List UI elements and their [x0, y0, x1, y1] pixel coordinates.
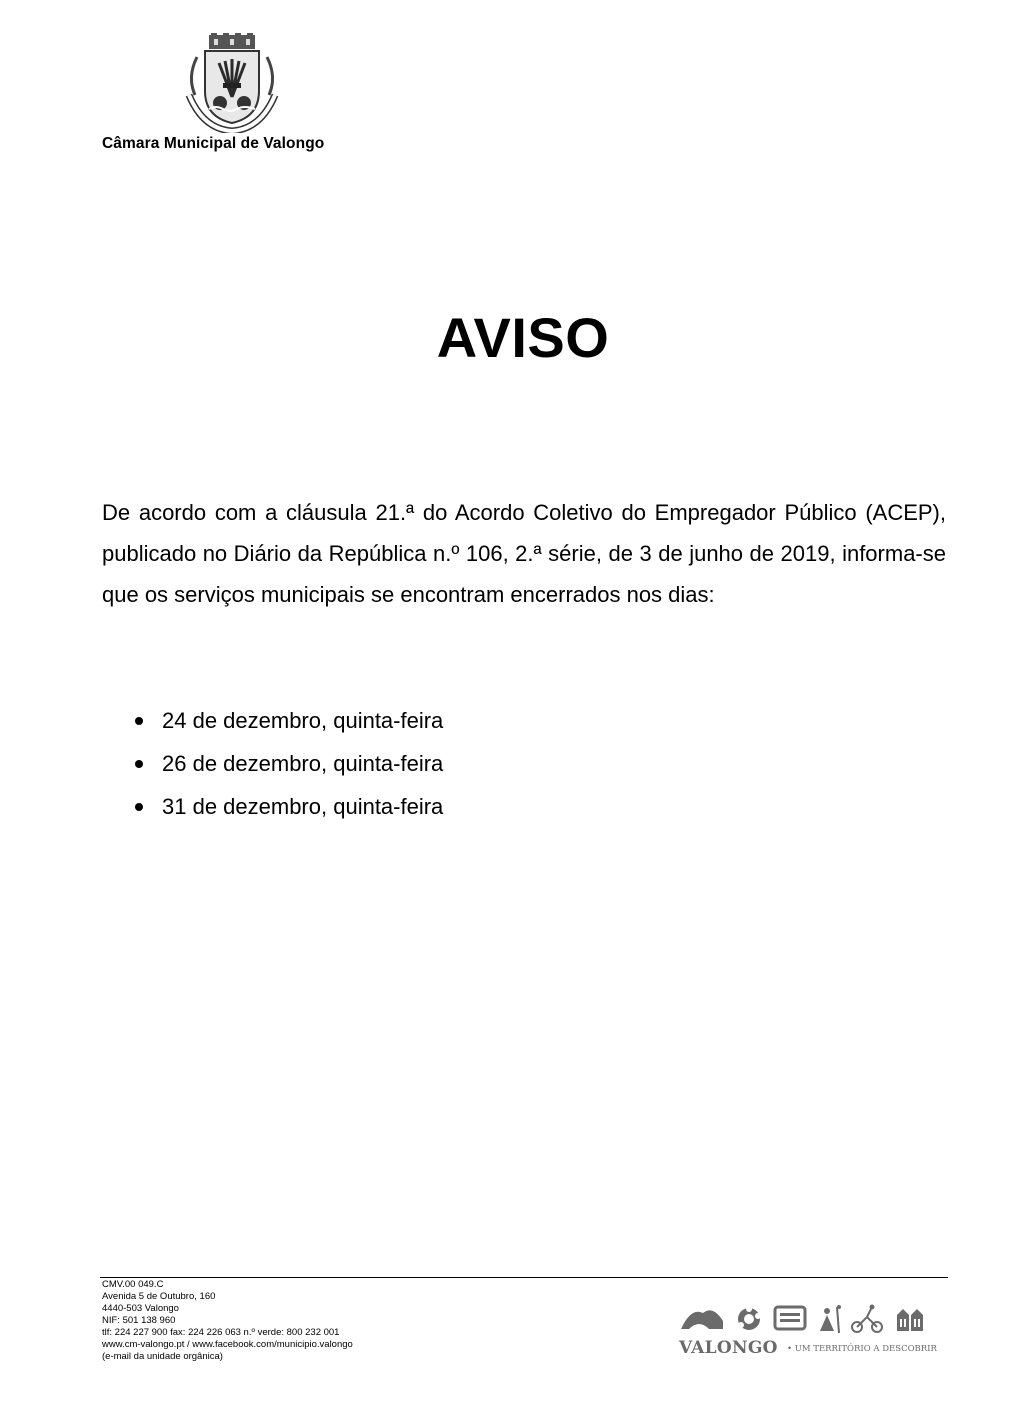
- organization-name: Câmara Municipal de Valongo: [102, 135, 325, 152]
- bullet-icon: [135, 803, 143, 811]
- closure-date: 24 de dezembro, quinta-feira: [162, 708, 444, 733]
- bread-icon: [775, 1307, 805, 1329]
- flower-icon: [738, 1306, 761, 1330]
- cyclist-icon: [852, 1305, 882, 1333]
- closure-date: 26 de dezembro, quinta-feira: [162, 751, 444, 776]
- notice-body: De acordo com a cláusula 21.ª do Acordo Coletivo do Empregador Público (ACEP), publicado no Diário da República n.º 106, 2.ª série, de 3 de junho de 2019, informa-se que os serviços municipais se encontram encerrados nos dias:: [102, 500, 946, 607]
- closure-dates-list: [102, 699, 443, 828]
- email-note: (e-mail da unidade orgânica): [102, 1351, 223, 1362]
- people-icon: [897, 1309, 923, 1331]
- bullet-icon: [135, 760, 143, 768]
- craft-figure-icon: [820, 1305, 841, 1333]
- municipal-coat-of-arms-icon: [183, 33, 281, 133]
- list-item: [102, 699, 443, 742]
- brand-name: VALONGO: [679, 1338, 778, 1358]
- list-item: [102, 785, 443, 828]
- tax-number: NIF: 501 138 960: [102, 1315, 176, 1326]
- valongo-brand-logo: [679, 1303, 937, 1359]
- document-code: CMV.00 049.C: [102, 1279, 164, 1290]
- footer-divider: [100, 1277, 948, 1278]
- brand-icons: [679, 1303, 929, 1337]
- list-item: [102, 742, 443, 785]
- bullet-icon: [135, 717, 143, 725]
- address-postal: 4440-503 Valongo: [102, 1303, 179, 1314]
- mountains-icon: [681, 1310, 723, 1329]
- phone-numbers: tlf: 224 227 900 fax: 224 226 063 n.º verde: 800 232 001: [102, 1327, 340, 1338]
- closure-date: 31 de dezembro, quinta-feira: [162, 794, 444, 819]
- brand-tagline: • UM TERRITÓRIO A DESCOBRIR: [787, 1344, 937, 1354]
- notice-title: AVISO: [436, 306, 610, 369]
- footer-contact-info: [102, 1279, 353, 1363]
- address-street: Avenida 5 de Outubro, 160: [102, 1291, 216, 1302]
- website-links: www.cm-valongo.pt / www.facebook.com/municipio.valongo: [102, 1339, 353, 1350]
